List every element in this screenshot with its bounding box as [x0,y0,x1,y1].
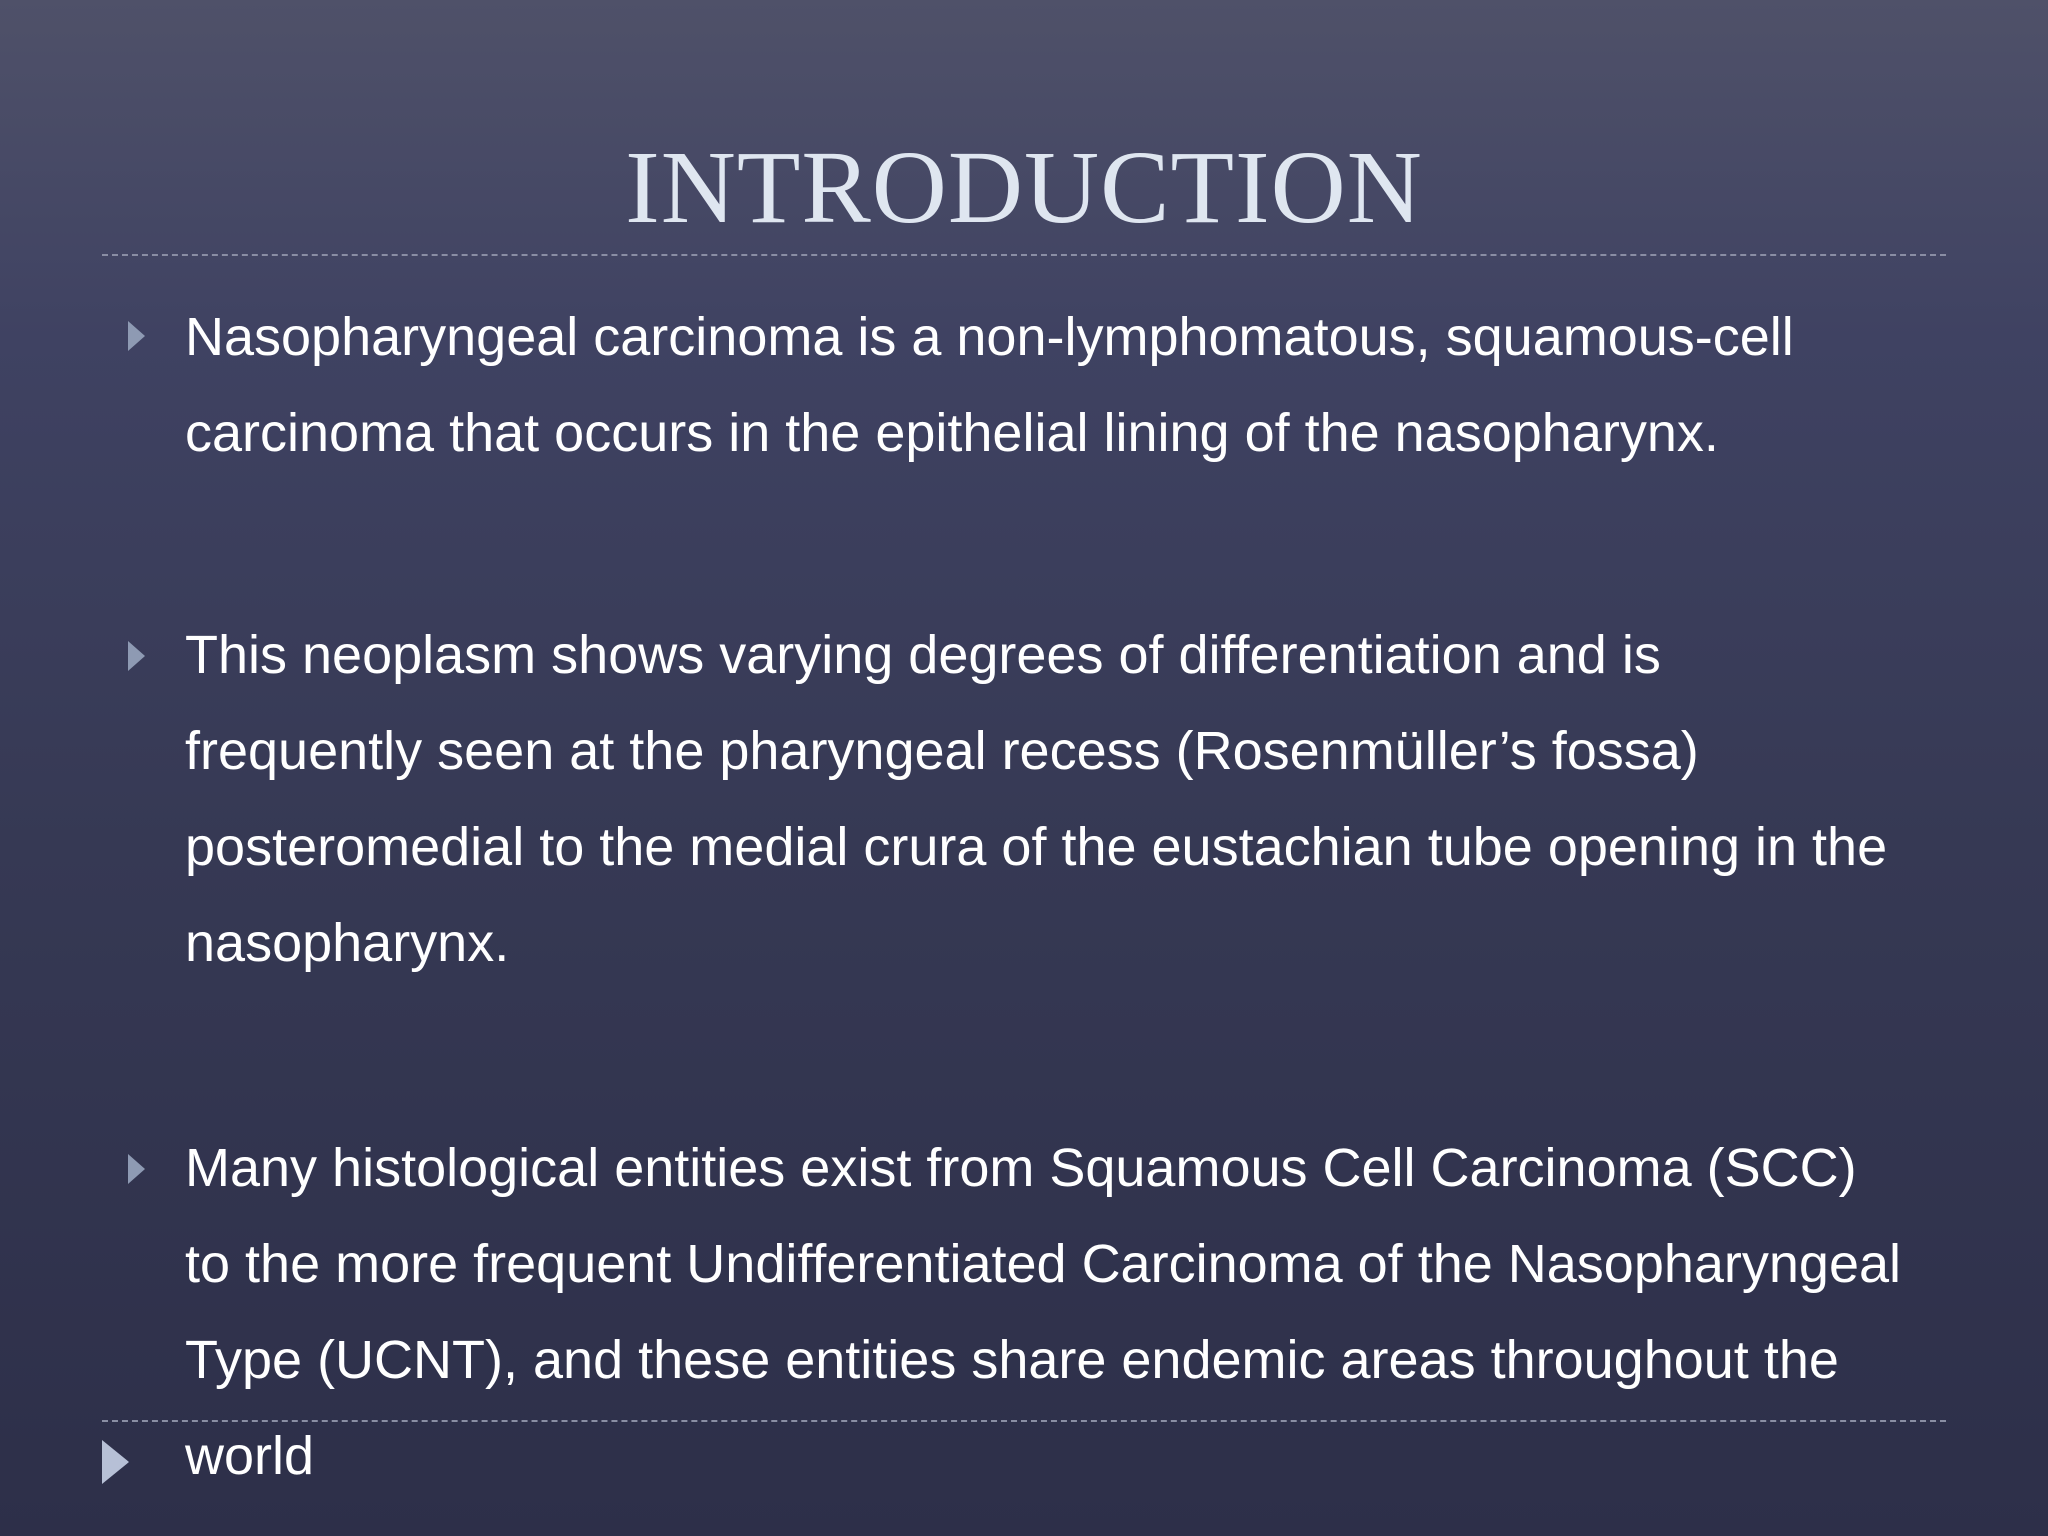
triangle-right-icon [128,321,145,351]
triangle-right-icon [128,641,145,671]
bullet-text: This neoplasm shows varying degrees of differentiation and is frequently seen at the pharyngeal recess (Rosenmüller’s fossa) posteromedial to the medial crura of the eustachian tube opening in the nasopharynx. [185,625,1888,973]
bullet-text: Many histological entities exist from Squamous Cell Carcinoma (SCC) to the more frequent Undifferentiated Carcinoma of the Nasopharyngeal Type (UCNT), and these entities share endemic areas throughout the world [185,1138,1902,1486]
triangle-right-icon [102,1440,129,1484]
slide-title: INTRODUCTION [625,130,1423,245]
bullet-text: Nasopharyngeal carcinoma is a non-lymphomatous, squamous-cell carcinoma that occurs in the epithelial lining of the nasopharynx. [185,307,1794,463]
triangle-right-icon [128,1154,145,1184]
footer-divider [102,1420,1946,1422]
